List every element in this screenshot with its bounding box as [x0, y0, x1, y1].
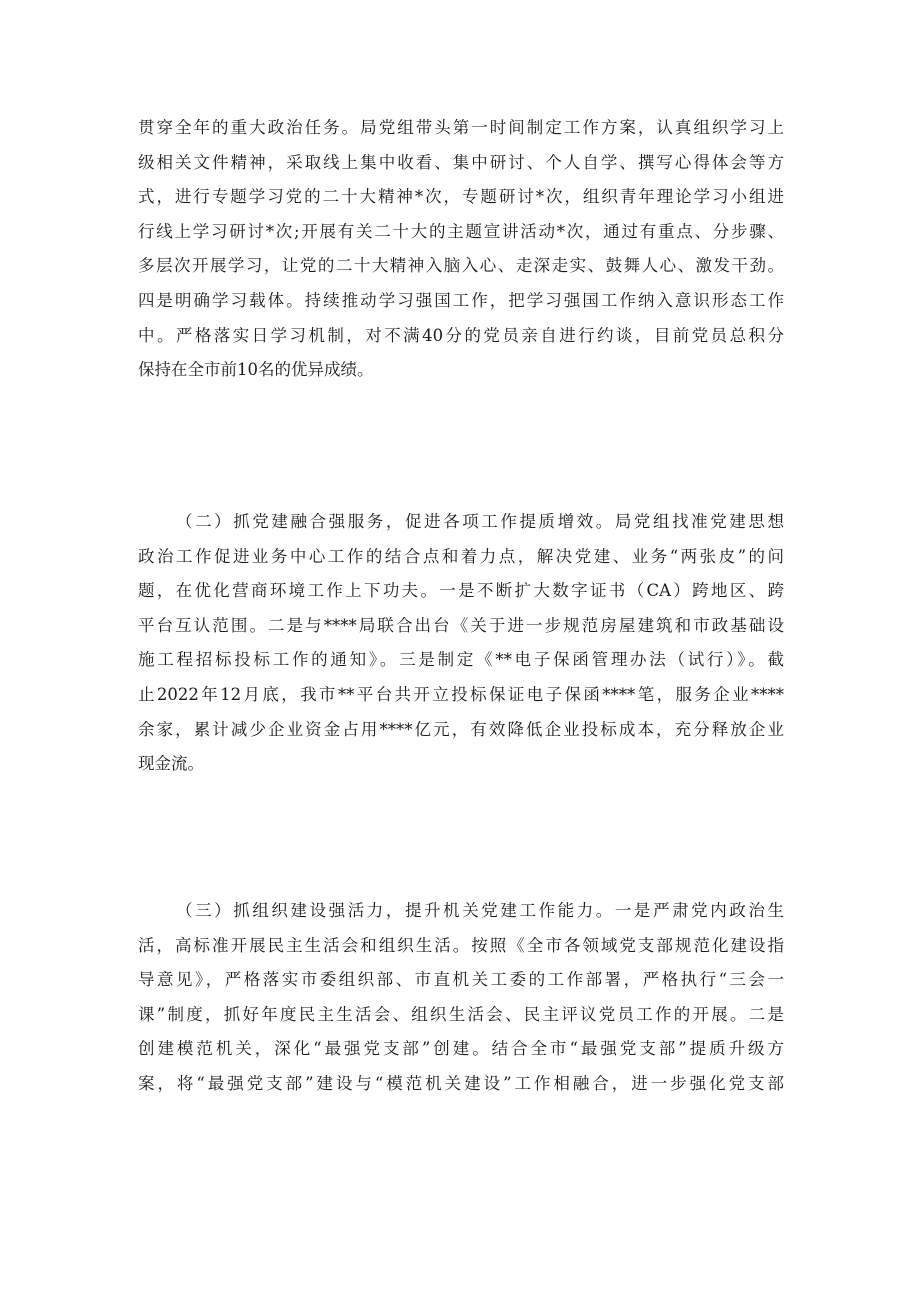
text-line: 行线上学习研讨*次;开展有关二十大的主题宣讲活动*次，通过有重点、分步骤、 — [138, 221, 784, 241]
text-line: 题，在优化营商环境工作上下功夫。一是不断扩大数字证书（CA）跨地区、跨 — [138, 581, 784, 601]
text-line: 保持在全市前10名的优异成绩。 — [138, 360, 374, 380]
text-line: 级相关文件精神，采取线上集中收看、集中研讨、个人自学、撰写心得体会等方 — [138, 152, 784, 172]
text-line: 活，高标准开展民主生活会和组织生活。按照《全市各领域党支部规范化建设指 — [138, 935, 784, 955]
paragraph-study-tasks — [138, 111, 784, 388]
text-line: 平台互认范围。二是与****局联合出台《关于进一步规范房屋建筑和市政基础设 — [138, 615, 784, 635]
text-line: 中。严格落实日学习机制，对不满40分的党员亲自进行约谈，目前党员总积分 — [138, 325, 784, 345]
text-line: 余家，累计减少企业资金占用****亿元，有效降低企业投标成本，充分释放企业 — [138, 719, 784, 739]
text-line: 式，进行专题学习党的二十大精神*次，专题研讨*次，组织青年理论学习小组进 — [138, 187, 784, 207]
text-line: 止2022年12月底，我市**平台共开立投标保证电子保函****笔，服务企业**** — [138, 684, 784, 704]
paragraph-party-building-service — [138, 505, 784, 782]
text-line: 课”制度，抓好年度民主生活会、组织生活会、民主评议党员工作的开展。二是 — [138, 1004, 784, 1024]
section-heading-line: （三）抓组织建设强活力，提升机关党建工作能力。一是严肃党内政治生 — [176, 901, 784, 920]
text-line: 政治工作促进业务中心工作的结合点和着力点，解决党建、业务“两张皮”的问 — [138, 546, 784, 566]
text-line: 现金流。 — [138, 754, 204, 774]
text-line: 创建模范机关，深化“最强党支部”创建。结合全市“最强党支部”提质升级方 — [138, 1039, 784, 1059]
text-line: 多层次开展学习，让党的二十大精神入脑入心、走深走实、鼓舞人心、激发干劲。 — [138, 256, 784, 276]
text-line: 施工程招标投标工作的通知》。三是制定《**电子保函管理办法（试行）》。截 — [138, 650, 784, 670]
paragraph-organization-building — [138, 894, 784, 1102]
text-line: 贯穿全年的重大政治任务。局党组带头第一时间制定工作方案，认真组织学习上 — [138, 118, 784, 137]
text-line: 四是明确学习载体。持续推动学习强国工作，把学习强国工作纳入意识形态工作 — [138, 290, 784, 310]
text-line: 案，将“最强党支部”建设与“模范机关建设”工作相融合，进一步强化党支部 — [138, 1073, 784, 1093]
text-line: 导意见》，严格落实市委组织部、市直机关工委的工作部署，严格执行“三会一 — [138, 970, 784, 990]
section-heading-line: （二）抓党建融合强服务，促进各项工作提质增效。局党组找准党建思想 — [176, 512, 784, 531]
